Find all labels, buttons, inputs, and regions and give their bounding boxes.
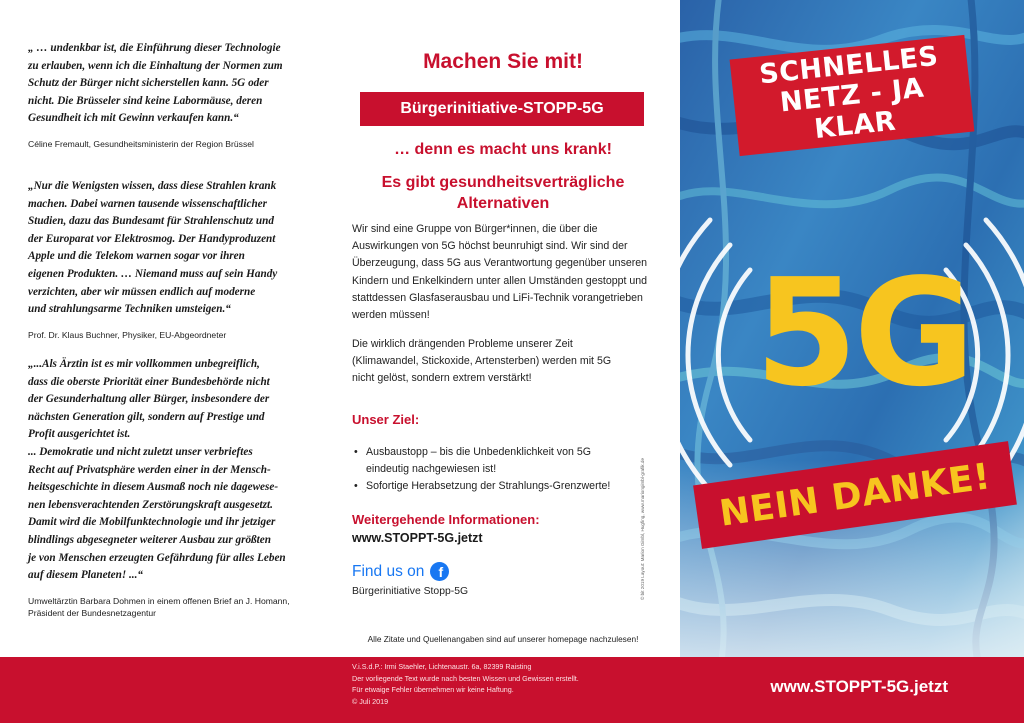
five-g-title: 5G <box>754 247 972 419</box>
facebook-link[interactable] <box>352 562 449 581</box>
info-heading: Weitergehende Informationen: <box>352 512 540 527</box>
nein-danke-text: NEIN DANKE! <box>716 455 994 535</box>
problems-paragraph: Die wirklich drängenden Probleme unserer Zeit (Klimawandel, Stickoxide, Artensterben) werden mit 5G nicht gelöst, sondern extrem verstärkt! <box>352 338 612 385</box>
intro-paragraph: Wir sind eine Gruppe von Bürger*innen, die über die Auswirkungen von 5G höchst beunruhigt sind. Wir sind der Überzeugung, dass 5G aus Verantwortung gegenüber unseren Kindern und Enkelkindern unter allen Umständen gestoppt und stattdessen Glasfaserausbau und LiFi-Technik vorangetrieben werden müssen! <box>352 223 648 322</box>
facebook-page-name: Bürgerinitiative Stopp-5G <box>352 586 469 597</box>
quote-block <box>28 40 328 150</box>
quote-text: „Nur die Wenigsten wissen, dass diese Strahlen krank machen. Dabei warnen tausende wissenschaftlicher Studien, dazu das Bundesamt für Strahlenschutz und der Europarat vor Elektrosmog. Der Handyproduzent Apple und die Telekom warnen sogar vor ihren eigenen Produkten. … Niemand muss auf sein Handy verzichten, aber wir müssen endlich auf moderne und strahlungsarme Techniken umsteigen.“ <box>28 180 278 316</box>
subheadline: … denn es macht uns krank! <box>394 141 612 158</box>
quote-block <box>28 178 328 341</box>
quote-author: Céline Fremault, Gesundheitsministerin der Region Brüssel <box>28 138 254 149</box>
main-headline: Machen Sie mit! <box>423 50 583 73</box>
alternatives-headline: Es gibt gesundheitsverträgliche Alternativen <box>381 174 625 212</box>
slogan-text: SCHNELLES NETZ - JA KLAR <box>757 40 940 145</box>
find-us-label: Find us on <box>352 562 425 580</box>
quote-author: Umweltärztin Barbara Dohmen in einem offenen Brief an J. Homann, Präsident der Bundesnetzagentur <box>28 595 290 619</box>
goal-heading: Unser Ziel: <box>352 412 420 427</box>
design-credit: © bit 2019 Layout: Marion Gimbl, Hugfing, www.mariongimbl-grafik.de <box>640 457 645 600</box>
quote-block <box>28 356 328 620</box>
facebook-icon: f <box>430 562 449 581</box>
list-item: • Sofortige Herabsetzung der Strahlungs-Grenzwerte! <box>352 478 658 495</box>
footer-bar <box>0 657 1024 723</box>
goal-list <box>352 444 658 496</box>
list-item: • Ausbaustopp – bis die Unbedenklichkeit von 5G eindeutig nachgewiesen ist! <box>352 444 658 478</box>
footer-website-link[interactable]: www.STOPPT-5G.jetzt <box>770 677 948 696</box>
website-link[interactable]: www.STOPPT-5G.jetzt <box>352 531 483 545</box>
imprint-text: V.i.S.d.P.: Irmi Staehler, Lichtenaustr. 6a, 82399 Raisting Der vorliegende Text wurde nach besten Wissen und Gewissen erstellt. Für etwaige Fehler übernehmen wir keine Haftung. © Juli 2019 <box>352 662 579 706</box>
quote-text: „ … undenkbar ist, die Einführung dieser Technologie zu erlauben, wenn ich die Einhaltung der Normen zum Schutz der Bürger nicht sicherstellen kann. 5G oder nicht. Die Brüsseler sind keine Labormäuse, deren Gesundheit ich mit Gewinn verkaufen kann.“ <box>28 42 283 125</box>
initiative-banner: Bürgerinitiative-STOPP-5G <box>360 92 644 126</box>
sources-note: Alle Zitate und Quellenangaben sind auf unserer homepage nachzulesen! <box>367 634 639 644</box>
quote-author: Prof. Dr. Klaus Buchner, Physiker, EU-Abgeordneter <box>28 329 227 340</box>
quote-text: „...Als Ärztin ist es mir vollkommen unbegreiflich, dass die oberste Priorität einer Bundesbehörde nicht der Gesunderhaltung aller Bürger, insbesondere der nächsten Generation gilt, sondern auf Prestige und Profit ausgerichtet ist. ... Demokratie und nicht zuletzt unser verbrieftes Recht auf Privatsphäre werden einer in der Mensch- heitsgeschichte in diesem Ausmaß noch nie dagewese- nen lebensverachtenden Zerstörungskraft ausgesetzt. Damit wird die Mobilfunktechnologie und ihr jetziger blindlings abgesegneter weiterer Ausbau zur größten je von Menschen erzeugten Gefährdung für alles Leben auf diesem Planeten! ...“ <box>28 358 286 582</box>
